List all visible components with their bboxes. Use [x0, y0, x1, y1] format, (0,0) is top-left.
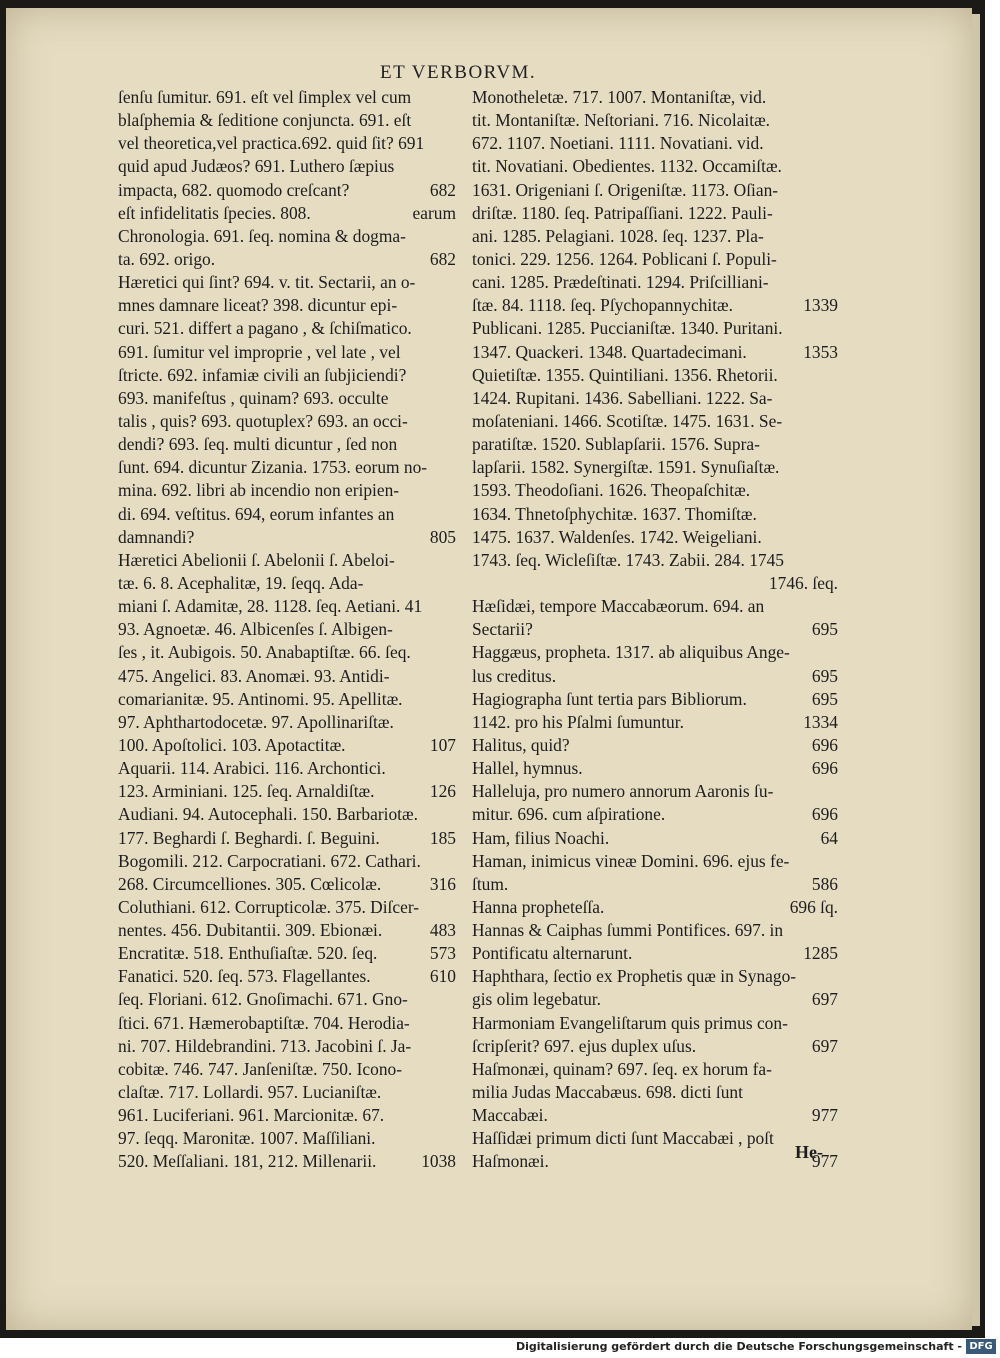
index-text: mitur. 696. cum aſpiratione.: [472, 804, 666, 825]
index-text: Fanatici. 520. ſeq. 573. Flagellantes.: [118, 966, 371, 987]
index-text: Haſſidæi primum dicti ſunt Maccabæi , poſt: [472, 1128, 774, 1149]
index-line: [472, 850, 838, 873]
index-line: [118, 549, 456, 572]
index-line: [118, 1035, 456, 1058]
page-reference: 682: [429, 179, 456, 200]
index-line: [118, 503, 456, 526]
index-line: [472, 410, 838, 433]
page-reference: earum: [412, 202, 456, 223]
index-text: Pontificatu alternarunt.: [472, 943, 633, 964]
index-line: [118, 109, 456, 132]
index-text: Audiani. 94. Autocephali. 150. Barbariotæ.: [118, 804, 418, 825]
index-line: [118, 433, 456, 456]
index-text: damnandi?: [118, 526, 195, 547]
index-line: [472, 734, 838, 757]
index-text: 1142. pro his Pſalmi ſumuntur.: [472, 711, 684, 732]
page-reference: 1334: [803, 711, 838, 732]
index-text: Haſmonæi.: [472, 1151, 549, 1172]
index-text: 97. Aphthartodocetæ. 97. Apollinariſtæ.: [118, 711, 394, 732]
index-line: [472, 688, 838, 711]
left-column: [118, 86, 456, 1174]
index-line: [472, 896, 838, 919]
index-line: [472, 202, 838, 225]
index-line: [472, 780, 838, 803]
index-text: Halitus, quid?: [472, 734, 570, 755]
index-line: [472, 155, 838, 178]
index-line: [472, 1150, 838, 1173]
index-text: tæ. 6. 8. Acephalitæ, 19. ſeqq. Ada-: [118, 572, 364, 593]
index-line: [118, 179, 456, 202]
index-line: [472, 271, 838, 294]
index-text: Monotheletæ. 717. 1007. Montaniſtæ, vid.: [472, 87, 767, 107]
index-line: [472, 1127, 838, 1150]
index-line: [118, 271, 456, 294]
index-line: [118, 1150, 456, 1173]
index-text: 1424. Rupitani. 1436. Sabelliani. 1222. Sa-: [472, 387, 773, 408]
page-reference: 126: [429, 781, 456, 802]
index-text: Hanna propheteſſa.: [472, 896, 605, 917]
index-text: Coluthiani. 612. Corrupticolæ. 375. Diſcer-: [118, 896, 420, 917]
index-text: Halleluja, pro numero annorum Aaronis ſu-: [472, 781, 774, 802]
index-line: [118, 364, 456, 387]
index-line: [118, 1127, 456, 1150]
index-text: paratiſtæ. 1520. Sublapſarii. 1576. Supra-: [472, 434, 760, 455]
index-text: ſtæ. 84. 1118. ſeq. Pſychopannychitæ.: [472, 295, 734, 316]
index-line: [118, 688, 456, 711]
index-line: [118, 780, 456, 803]
index-line: [472, 86, 838, 109]
index-line: [118, 202, 456, 225]
index-text: 520. Meſſaliani. 181, 212. Millenarii.: [118, 1151, 377, 1172]
index-text: 93. Agnoetæ. 46. Albicenſes ſ. Albigen-: [118, 619, 393, 640]
catchword: He-: [795, 1142, 823, 1162]
index-text: tit. Montaniſtæ. Neſtoriani. 716. Nicolaitæ.: [472, 110, 771, 131]
page-reference: 1038: [421, 1151, 456, 1172]
index-line: [118, 827, 456, 850]
index-line: [472, 757, 838, 780]
index-text: di. 694. veſtitus. 694, eorum infantes an: [118, 503, 395, 524]
page-reference: 1746. ſeq.: [768, 572, 838, 593]
dfg-logo: DFG: [966, 1339, 996, 1354]
index-line: [472, 919, 838, 942]
index-text: 691. ſumitur vel improprie , vel late , vel: [118, 341, 401, 362]
index-text: Ham, filius Noachi.: [472, 827, 610, 848]
index-text: tit. Novatiani. Obedientes. 1132. Occamiſtæ.: [472, 156, 782, 177]
index-text: ſeq. Floriani. 612. Gnoſimachi. 671. Gno-: [118, 989, 408, 1010]
index-text: Hæretici Abelionii ſ. Abelonii ſ. Abeloi-: [118, 549, 395, 570]
index-text: 672. 1107. Noetiani. 1111. Novatiani. vid.: [472, 133, 764, 154]
running-head: ET VERBORVM.: [380, 62, 537, 83]
index-line: [472, 1081, 838, 1104]
index-text: moſateniani. 1466. Scotiſtæ. 1475. 1631. Se-: [472, 410, 783, 431]
index-line: [472, 526, 838, 549]
footer-credit: Digitalisierung gefördert durch die Deutsche Forschungsgemeinschaft -: [515, 1340, 962, 1353]
index-text: blaſphemia & ſeditione conjuncta. 691. eſt: [118, 110, 412, 131]
index-line: [118, 988, 456, 1011]
index-line: [472, 665, 838, 688]
index-text: vel theoretica,vel practica.692. quid ſit? 691: [118, 133, 425, 154]
index-line: [472, 479, 838, 502]
index-line: [472, 1104, 838, 1127]
index-text: Hæretici qui ſint? 694. v. tit. Sectarii, an o-: [118, 272, 416, 293]
index-text: Hallel, hymnus.: [472, 758, 583, 779]
index-line: [118, 387, 456, 410]
index-line: [118, 896, 456, 919]
index-line: [118, 1081, 456, 1104]
index-text: 1634. Thnetoſphychitæ. 1637. Thomiſtæ.: [472, 503, 757, 524]
index-line: [118, 132, 456, 155]
index-line: [118, 618, 456, 641]
page-reference: 695: [811, 665, 838, 686]
index-text: Haphthara, ſectio ex Prophetis quæ in Synago-: [472, 966, 797, 987]
index-text: 1475. 1637. Waldenſes. 1742. Weigeliani.: [472, 526, 762, 547]
right-column: [472, 86, 838, 1174]
index-line: [472, 803, 838, 826]
index-line: [118, 341, 456, 364]
index-text: cani. 1285. Prædeſtinati. 1294. Priſcilliani-: [472, 272, 769, 293]
index-line: [118, 317, 456, 340]
index-text: ani. 1285. Pelagiani. 1028. ſeq. 1237. Pla-: [472, 225, 764, 246]
index-text: gis olim legebatur.: [472, 989, 601, 1010]
index-text: 268. Circumcelliones. 305. Cœlicolæ.: [118, 873, 382, 894]
index-text: Haman, inimicus vineæ Domini. 696. ejus fe-: [472, 850, 790, 871]
index-text: miani ſ. Adamitæ, 28. 1128. ſeq. Aetiani. 41: [118, 596, 423, 617]
page-reference: 483: [429, 920, 456, 941]
index-text: quid apud Judæos? 691. Luthero ſæpius: [118, 156, 395, 177]
index-line: [472, 1012, 838, 1035]
index-line: [118, 665, 456, 688]
index-line: [472, 1058, 838, 1081]
index-line: [118, 873, 456, 896]
page-reference: 695: [811, 619, 838, 640]
index-text: cobitæ. 746. 747. Janſeniſtæ. 750. Icono-: [118, 1058, 403, 1079]
index-line: [472, 179, 838, 202]
index-text: Aquarii. 114. Arabici. 116. Archontici.: [118, 758, 386, 779]
page-reference: 573: [429, 943, 456, 964]
index-text: ni. 707. Hildebrandini. 713. Jacobini ſ. Ja-: [118, 1035, 412, 1056]
index-line: [472, 225, 838, 248]
index-text: Harmoniam Evangeliſtarum quis primus con-: [472, 1012, 788, 1033]
index-text: 1743. ſeq. Wicleſiſtæ. 1743. Zabii. 284. 1745: [472, 549, 784, 570]
index-text: Hagiographa ſunt tertia pars Bibliorum.: [472, 688, 747, 709]
index-line: [472, 988, 838, 1011]
index-line: [118, 919, 456, 942]
index-line: [472, 711, 838, 734]
index-line: [118, 410, 456, 433]
page-edge: [972, 14, 980, 1326]
page-reference: 316: [429, 873, 456, 894]
index-line: [118, 225, 456, 248]
page-reference: 1353: [803, 341, 838, 362]
index-text: Hannas & Caiphas ſummi Pontifices. 697. in: [472, 920, 784, 941]
page-reference: 977: [811, 1105, 838, 1126]
page-reference: 682: [429, 248, 456, 269]
index-text: 1347. Quackeri. 1348. Quartadecimani.: [472, 341, 747, 362]
index-line: [472, 387, 838, 410]
index-line: [472, 503, 838, 526]
index-line: [118, 803, 456, 826]
index-text: curi. 521. differt a pagano , & ſchiſmatico.: [118, 318, 412, 339]
index-text: Chronologia. 691. ſeq. nomina & dogma-: [118, 225, 406, 246]
index-text: ſenſu ſumitur. 691. eſt vel ſimplex vel cum: [118, 87, 412, 107]
index-line: [472, 132, 838, 155]
index-text: impacta, 682. quomodo creſcant?: [118, 179, 350, 200]
index-line: [118, 734, 456, 757]
index-text: driſtæ. 1180. ſeq. Patripaſſiani. 1222. Pauli-: [472, 202, 773, 223]
index-text: ta. 692. origo.: [118, 248, 216, 269]
index-text: nentes. 456. Dubitantii. 309. Ebionæi.: [118, 920, 383, 941]
index-text: 693. manifeſtus , quinam? 693. occulte: [118, 387, 389, 408]
page-reference: 805: [429, 526, 456, 547]
index-text: tonici. 229. 1256. 1264. Poblicani ſ. Populi-: [472, 248, 777, 269]
page-reference: 696 ſq.: [789, 896, 838, 917]
index-text: comarianitæ. 95. Antinomi. 95. Apellitæ.: [118, 688, 403, 709]
index-text: Haggæus, propheta. 1317. ab aliquibus Ange-: [472, 642, 790, 663]
index-line: [118, 757, 456, 780]
index-line: [472, 109, 838, 132]
index-text: eſt infidelitatis ſpecies. 808.: [118, 202, 311, 223]
index-text: 177. Beghardi ſ. Beghardi. ſ. Beguini.: [118, 827, 380, 848]
index-text: milia Judas Maccabæus. 698. dicti ſunt: [472, 1082, 743, 1103]
index-line: [118, 248, 456, 271]
index-line: [472, 549, 838, 572]
index-line: [472, 873, 838, 896]
index-line: [118, 711, 456, 734]
footer-bar: [0, 1338, 1000, 1358]
index-text: ſtum.: [472, 873, 509, 894]
index-text: 100. Apoſtolici. 103. Apotactitæ.: [118, 734, 346, 755]
index-text: 97. ſeqq. Maronitæ. 1007. Maſſiliani.: [118, 1128, 376, 1149]
index-text: 961. Luciferiani. 961. Marcionitæ. 67.: [118, 1105, 385, 1126]
index-line: [118, 595, 456, 618]
index-line: [472, 341, 838, 364]
index-text: Hæſidæi, tempore Maccabæorum. 694. an: [472, 596, 765, 617]
index-line: [118, 1012, 456, 1035]
index-line: [472, 965, 838, 988]
index-line: [472, 942, 838, 965]
index-line: [472, 572, 838, 595]
index-line: [472, 433, 838, 456]
index-text: ſunt. 694. dicuntur Zizania. 1753. eorum no-: [118, 457, 428, 478]
page-reference: 610: [429, 966, 456, 987]
index-text: Quietiſtæ. 1355. Quintiliani. 1356. Rhetorii.: [472, 364, 778, 385]
index-line: [472, 618, 838, 641]
index-line: [118, 86, 456, 109]
index-text: Bogomili. 212. Carpocratiani. 672. Cathari.: [118, 850, 421, 871]
index-text: Encratitæ. 518. Enthuſiaſtæ. 520. ſeq.: [118, 943, 378, 964]
index-line: [118, 456, 456, 479]
index-line: [118, 850, 456, 873]
index-text: ſes , it. Aubigois. 50. Anabaptiſtæ. 66. ſeq.: [118, 642, 411, 663]
index-text: Haſmonæi, quinam? 697. ſeq. ex horum fa-: [472, 1058, 772, 1079]
index-text: mnes damnare liceat? 398. dicuntur epi-: [118, 295, 398, 316]
index-line: [118, 294, 456, 317]
index-text: 1593. Theodoſiani. 1626. Theopaſchitæ.: [472, 480, 751, 501]
page-reference: 697: [811, 1035, 838, 1056]
page-reference: 586: [811, 873, 838, 894]
index-text: dendi? 693. ſeq. multi dicuntur , ſed non: [118, 434, 398, 455]
index-text: claſtæ. 717. Lollardi. 957. Lucianiſtæ.: [118, 1082, 382, 1103]
index-line: [472, 294, 838, 317]
index-text: Maccabæi.: [472, 1105, 548, 1126]
index-text: 475. Angelici. 83. Anomæi. 93. Antidi-: [118, 665, 390, 686]
index-line: [118, 965, 456, 988]
index-text: mina. 692. libri ab incendio non eripien-: [118, 480, 400, 501]
index-text: talis , quis? 693. quotuplex? 693. an occi-: [118, 410, 408, 431]
index-text: ſtricte. 692. infamiæ civili an ſubjiciendi?: [118, 364, 407, 385]
index-line: [118, 572, 456, 595]
index-line: [472, 248, 838, 271]
index-line: [472, 456, 838, 479]
index-line: [472, 827, 838, 850]
index-line: [118, 479, 456, 502]
page-reference: 64: [820, 827, 838, 848]
index-text: Sectarii?: [472, 619, 533, 640]
index-line: [472, 317, 838, 340]
index-text: lapſarii. 1582. Synergiſtæ. 1591. Synuſiaſtæ.: [472, 457, 780, 478]
index-line: [472, 595, 838, 618]
page-reference: 696: [811, 758, 838, 779]
index-line: [118, 526, 456, 549]
index-line: [118, 155, 456, 178]
page-reference: 1285: [803, 943, 838, 964]
index-text: ſtici. 671. Hæmerobaptiſtæ. 704. Herodia-: [118, 1012, 410, 1033]
page-reference: 107: [429, 734, 456, 755]
page-reference: 695: [811, 688, 838, 709]
index-text: 123. Arminiani. 125. ſeq. Arnaldiſtæ.: [118, 781, 375, 802]
index-text: lus creditus.: [472, 665, 557, 686]
index-line: [118, 641, 456, 664]
index-text: ſcripſerit? 697. ejus duplex uſus.: [472, 1035, 697, 1056]
index-text: Publicani. 1285. Puccianiſtæ. 1340. Puritani.: [472, 318, 783, 339]
page-reference: 977: [811, 1151, 838, 1172]
index-line: [118, 1104, 456, 1127]
page-reference: 696: [811, 734, 838, 755]
index-line: [472, 641, 838, 664]
page-reference: 696: [811, 804, 838, 825]
page-reference: 185: [429, 827, 456, 848]
index-text: 1631. Origeniani ſ. Origeniſtæ. 1173. Oſian-: [472, 179, 779, 200]
index-line: [472, 1035, 838, 1058]
page-reference: 697: [811, 989, 838, 1010]
index-line: [472, 364, 838, 387]
page-reference: 1339: [803, 295, 838, 316]
index-line: [118, 942, 456, 965]
index-line: [118, 1058, 456, 1081]
